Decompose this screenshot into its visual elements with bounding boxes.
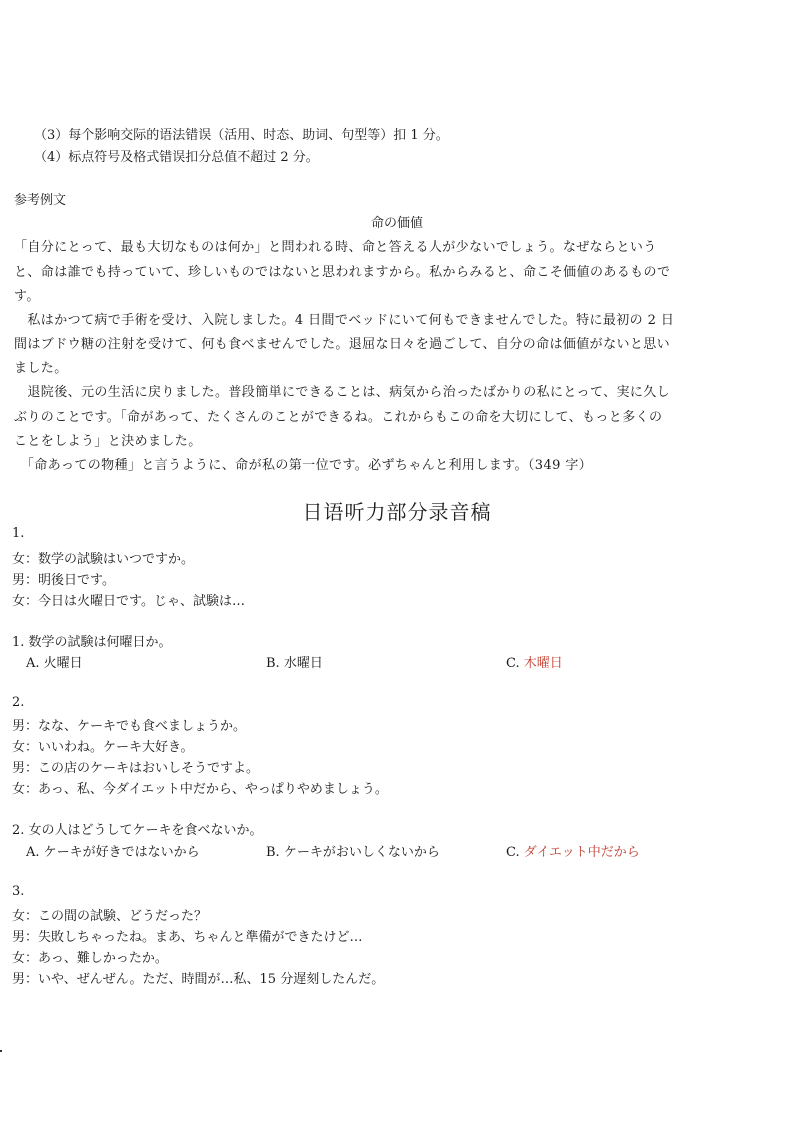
scoring-item-4: （4）标点符号及格式错误扣分总值不超过 2 分。 [34,150,319,165]
q2-number: 2. [12,695,25,710]
q2-option-c-prefix: C. [506,845,524,860]
q3-dialog-line: 女：この間の試験、どうだった？ [12,909,208,924]
q2-dialog-line: 女：あっ、私、今ダイエット中だから、やっぱりやめましょう。 [12,782,388,797]
q3-dialog-line: 女：あっ、難しかったか。 [12,951,168,966]
essay-line: ました。 [14,361,68,376]
q1-option-a: A. 火曜日 [26,656,83,671]
q3-dialog-line: 男：失敗しちゃったね。まあ、ちゃんと準備ができたけど… [12,930,363,945]
essay-line: ことをしよう」と決めました。 [14,434,202,449]
q1-options [26,652,686,670]
q2-option-a: A. ケーキが好きではないから [26,845,200,860]
essay-line: 「自分にとって、最も大切なものは何か」と問われる時、命と答える人が少ないでしょう。なぜならという [14,240,657,255]
q2-answer-highlight: ダイエット中だから [523,845,640,860]
essay-line: 間はブドウ糖の注射を受けて、何も食べませんでした。退屈な日々を過ごして、自分の命は価値がないと思い [14,337,671,352]
q3-dialog-line: 男：いや、ぜんぜん。ただ、時間が…私、15 分遅刻したんだ。 [12,972,385,987]
essay-line: 私はかつて病で手術を受け、入院しました。4 日間でベッドにいて何もできませんでした。特に最初の 2 日 [14,313,675,328]
q3-number: 3. [12,884,25,899]
essay-line: 「命あっての物種」と言うように、命が私の第一位です。必ずちゃんと利用します。（349 字） [14,458,593,473]
q2-dialog-line: 男：この店のケーキはおいしそうですよ。 [12,761,260,776]
essay-title: 命の価値 [370,216,423,231]
q2-options [26,841,686,859]
q2-option-c [506,841,640,860]
q1-dialog-line: 男：明後日です。 [12,573,115,588]
q1-number: 1. [12,526,25,541]
essay-line: ぶりのことです。「命があって、たくさんのことができるね。これからもこの命を大切にして、もっと多くの [14,410,663,425]
scoring-item-3: （3）每个影响交际的语法错误（活用、时态、助词、句型等）扣 1 分。 [34,128,449,143]
q1-question: 1. 数学の試験は何曜日か。 [12,635,172,650]
q1-option-c-prefix: C. [506,656,524,671]
scan-speck [0,1050,2,1052]
essay-line: と、命は誰でも持っていて、珍しいものではないと思われますから。私からみると、命こそ価値のあるもので [14,265,671,280]
listening-heading: 日语听力部分录音稿 [302,500,492,524]
essay-line: 退院後、元の生活に戻りました。普段簡単にできることは、病気から治ったばかりの私にとって、実に久し [14,385,671,400]
q2-question: 2. 女の人はどうしてケーキを食べないか。 [12,823,263,838]
q1-dialog-line: 女：数学の試験はいつですか。 [12,552,195,567]
q1-answer-highlight: 木曜日 [523,656,563,671]
q1-option-c [506,652,563,671]
q2-option-b: B. ケーキがおいしくないから [266,845,440,860]
q2-dialog-line: 男：なな、ケーキでも食べましょうか。 [12,719,247,734]
essay-label: 参考例文 [14,193,67,208]
essay-line: す。 [14,289,40,304]
q1-option-b: B. 水曜日 [266,656,323,671]
q1-dialog-line: 女：今日は火曜日です。じゃ、試験は… [12,594,245,609]
q2-dialog-line: 女：いいわね。ケーキ大好き。 [12,740,194,755]
